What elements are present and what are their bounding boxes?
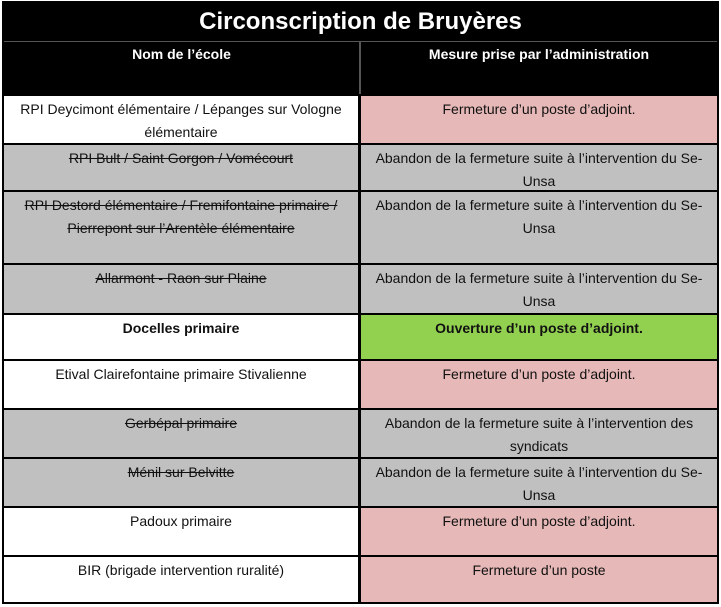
table-row <box>4 313 717 359</box>
school-name-cell: Docelles primaire <box>4 315 361 359</box>
table-body <box>4 94 717 602</box>
table-row <box>4 359 717 408</box>
school-measures-table <box>2 1 719 604</box>
measure-cell: Abandon de la fermeture suite à l’intervention des syndicats <box>361 410 717 457</box>
table-row <box>4 457 717 506</box>
measure-cell: Ouverture d’un poste d’adjoint. <box>361 315 717 359</box>
table-row <box>4 263 717 313</box>
school-name-cell: RPI Bult / Saint Gorgon / Vomécourt <box>4 145 361 190</box>
school-name-cell: RPI Destord élémentaire / Fremifontaine primaire / Pierrepont sur l’Arentèle élémentaire <box>4 192 361 263</box>
measure-cell: Fermeture d’un poste d’adjoint. <box>361 508 717 555</box>
table-header-row <box>4 41 717 94</box>
school-name-cell: Padoux primaire <box>4 508 361 555</box>
header-school-name: Nom de l’école <box>4 42 361 94</box>
table-row <box>4 190 717 263</box>
measure-cell: Abandon de la fermeture suite à l’intervention du Se-Unsa <box>361 192 717 263</box>
measure-cell: Abandon de la fermeture suite à l’intervention du Se-Unsa <box>361 145 717 190</box>
table-row <box>4 555 717 602</box>
measure-cell: Fermeture d’un poste <box>361 557 717 602</box>
school-name-cell: Gerbépal primaire <box>4 410 361 457</box>
table-title: Circonscription de Bruyères <box>4 3 717 41</box>
table-row <box>4 143 717 190</box>
header-measure: Mesure prise par l’administration <box>428 46 650 62</box>
table-row <box>4 506 717 555</box>
measure-cell: Fermeture d’un poste d’adjoint. <box>361 361 717 408</box>
school-name-cell: RPI Deycimont élémentaire / Lépanges sur Vologne élémentaire <box>4 96 361 143</box>
school-name-cell: Allarmont - Raon sur Plaine <box>4 265 361 313</box>
measure-cell: Abandon de la fermeture suite à l’intervention du Se-Unsa <box>361 459 717 506</box>
table-row <box>4 94 717 143</box>
table-row <box>4 408 717 457</box>
school-name-cell: Etival Clairefontaine primaire Stivalienne <box>4 361 361 408</box>
school-name-cell: BIR (brigade intervention ruralité) <box>4 557 361 602</box>
measure-cell: Fermeture d’un poste d’adjoint. <box>361 96 717 143</box>
measure-cell: Abandon de la fermeture suite à l’intervention du Se-Unsa <box>361 265 717 313</box>
school-name-cell: Ménil sur Belvitte <box>4 459 361 506</box>
